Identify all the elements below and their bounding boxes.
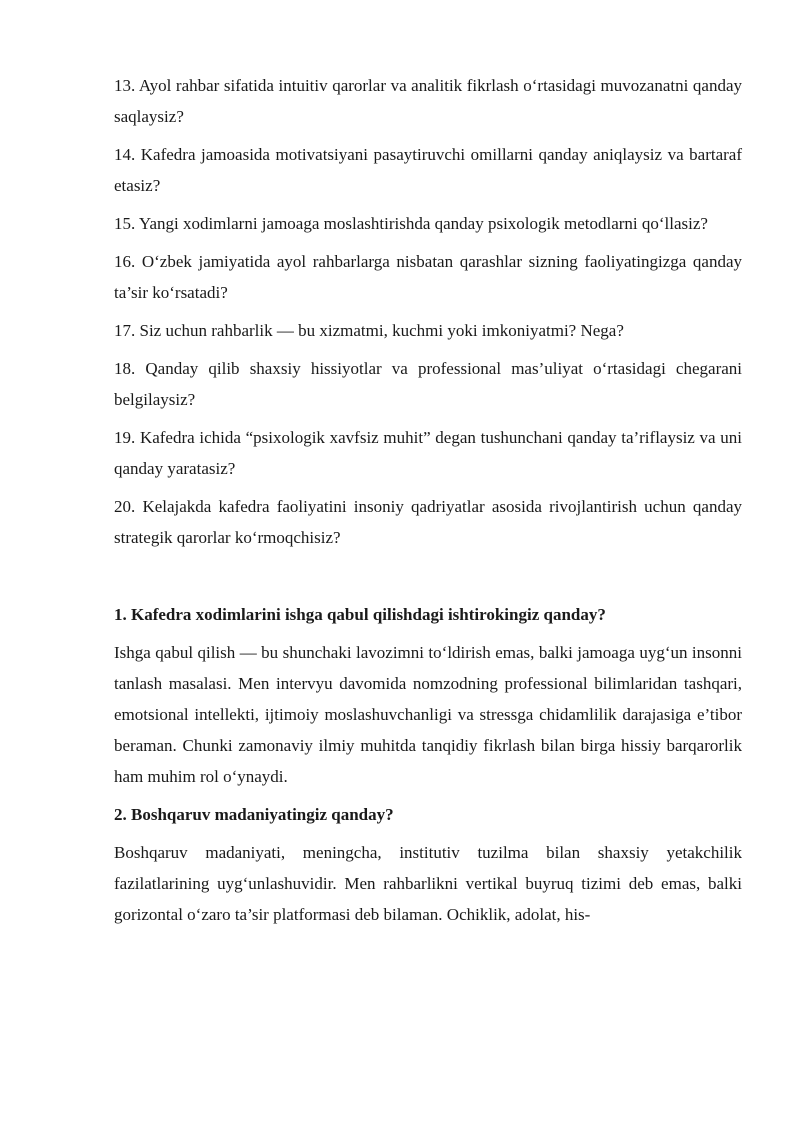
section-body-2: Boshqaruv madaniyati, meningcha, institutiv tuzilma bilan shaxsiy yetakchilik fazilatlarining uyg‘unlashuvidir. Men rahbarlikni vertikal buyruq tizimi deb emas, balki gorizontal o‘zaro ta’sir platformasi deb bilaman. Ochiklik, adolat, his- [114,843,742,924]
question-15: 15. Yangi xodimlarni jamoaga moslashtirishda qanday psixologik metodlarni qo‘llasiz? [114,214,708,233]
section-body-1: Ishga qabul qilish — bu shunchaki lavozimni to‘ldirish emas, balki jamoaga uyg‘un insonni tanlash masalasi. Men intervyu davomida nomzodning professional bilimlaridan tashqari, emotsional intellekti, ijtimoiy moslashuvchanligi va stressga chidamlilik darajasiga e’tibor beraman. Chunki zamonaviy ilmiy muhitda tanqidiy fikrlash bilan birga hissiy barqarorlik ham muhim rol o‘ynaydi. [114,643,742,786]
question-17: 17. Siz uchun rahbarlik — bu xizmatmi, kuchmi yoki imkoniyatmi? Nega? [114,321,624,340]
document-page [114,70,742,937]
question-18: 18. Qanday qilib shaxsiy hissiyotlar va professional mas’uliyat o‘rtasidagi chegarani belgilaysiz? [114,359,742,409]
question-20: 20. Kelajakda kafedra faoliyatini insoniy qadriyatlar asosida rivojlantirish uchun qanday strategik qarorlar ko‘rmoqchisiz? [114,497,742,547]
question-13: 13. Ayol rahbar sifatida intuitiv qarorlar va analitik fikrlash o‘rtasidagi muvozanatni qanday saqlaysiz? [114,76,742,126]
section-heading-2: 2. Boshqaruv madaniyatingiz qanday? [114,805,394,824]
question-16: 16. O‘zbek jamiyatida ayol rahbarlarga nisbatan qarashlar sizning faoliyatingizga qanday ta’sir ko‘rsatadi? [114,252,742,302]
question-19: 19. Kafedra ichida “psixologik xavfsiz muhit” degan tushunchani qanday ta’riflaysiz va uni qanday yaratasiz? [114,428,742,478]
question-14: 14. Kafedra jamoasida motivatsiyani pasaytiruvchi omillarni qanday aniqlaysiz va bartaraf etasiz? [114,145,742,195]
section-heading-1: 1. Kafedra xodimlarini ishga qabul qilishdagi ishtirokingiz qanday? [114,605,606,624]
